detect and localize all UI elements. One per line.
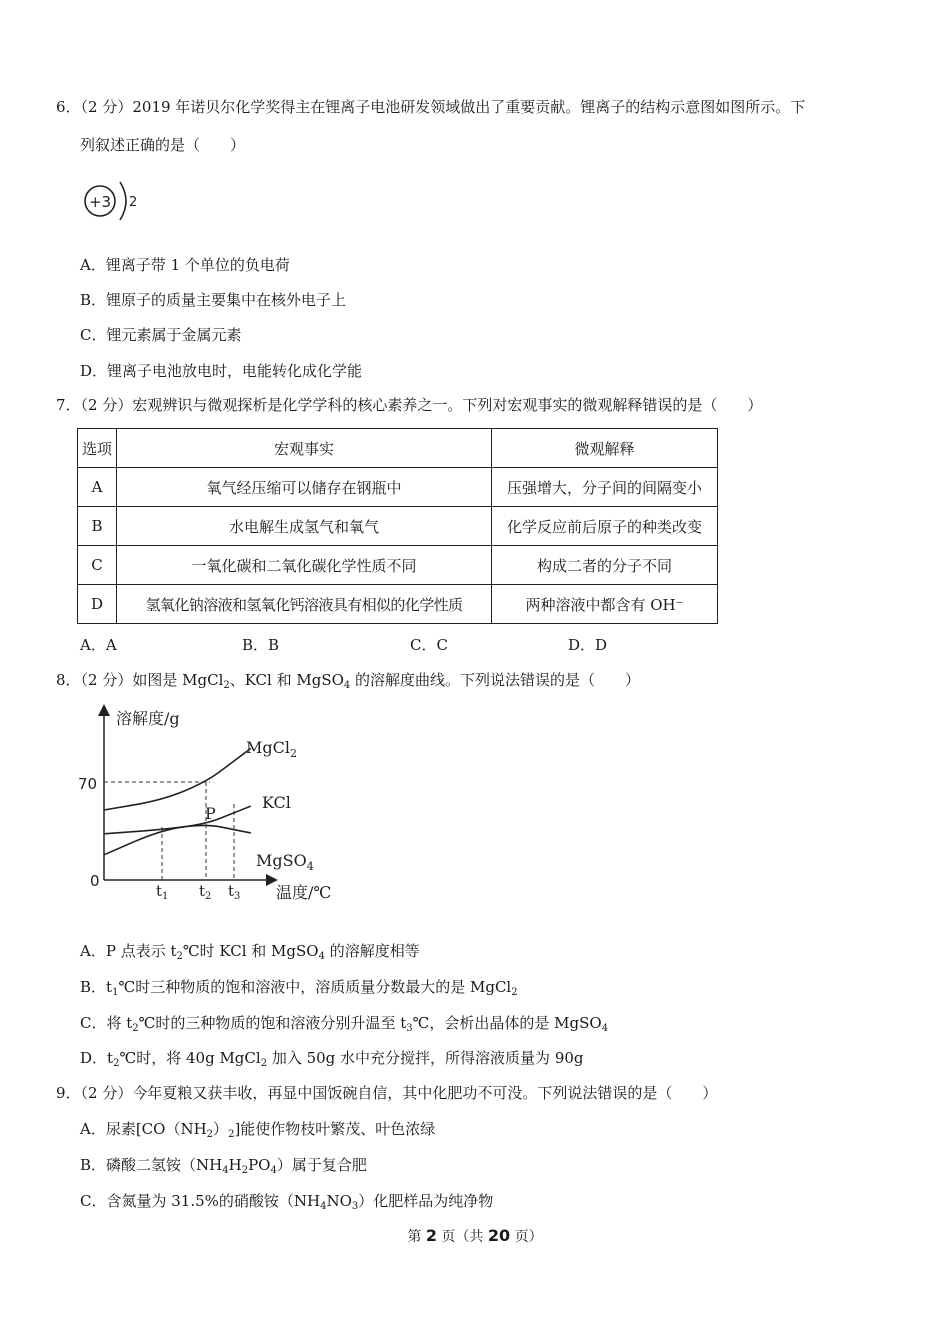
q8-b-part2: ℃时三种物质的饱和溶液中，溶质质量分数最大的是 MgCl [118,978,512,996]
q8-stem [56,670,640,690]
q8-a-part2: ℃时 KCl 和 MgSO [182,942,319,960]
table-row [78,546,718,585]
q9-option-b [80,1155,367,1175]
footer-middle: 页（共 [436,1229,488,1245]
q9-c-part2: NO [326,1192,352,1210]
row-d-option: D [78,585,117,624]
subscript: 4 [222,1165,229,1176]
total-pages: 20 [487,1226,511,1245]
svg-text:t2: $t_2$ [199,882,212,902]
subscript: 4 [270,1165,277,1176]
q8-score: （2 分） [80,671,133,689]
subscript: 2 [176,951,183,962]
y-tick-70: 70 [78,775,98,793]
q6-score: （2 分） [80,98,133,116]
mgso4-curve [104,825,251,854]
q8-stem-part2: 、KCl 和 MgSO [229,671,344,689]
subscript: 2 [260,1058,268,1069]
q7-stem-text: 宏观辨识与微观探析是化学学科的核心素养之一。下列对宏观事实的微观解释错误的是（ ） [132,396,763,414]
svg-text:t1: $t_1$ [156,882,169,902]
mgcl2-curve [104,748,251,810]
q8-a-part3: 的溶解度相等 [324,942,420,960]
page-footer [0,1226,950,1246]
q9-a-part1: A．尿素[CO（NH [80,1120,207,1138]
q6-option-d: D．锂离子电池放电时，电能转化成化学能 [80,362,363,380]
q6-stem-line2: 列叙述正确的是（ ） [80,136,246,154]
row-b-option: B [78,507,117,546]
x-tick-t3 [228,882,240,902]
mgcl2-label: MgCl$_2$ [246,738,297,760]
subscript: 4 [318,951,325,962]
subscript: 2 [241,1165,249,1176]
row-c-fact: 一氧化碳和二氧化碳化学性质不同 [117,546,492,585]
table-row [78,468,718,507]
subscript: 4 [601,1023,609,1034]
q9-b-part1: B．磷酸二氢铵（NH [80,1156,223,1174]
q8-option-a [80,941,420,961]
subscript: 4 [320,1201,327,1212]
q8-d-part3: 加入 50g 水中充分搅拌，所得溶液质量为 90g [267,1049,584,1067]
q6-stem-line1 [56,97,805,117]
row-d-fact: 氢氧化钠溶液和氢氧化钙溶液具有相似的化学性质 [117,585,492,624]
header-micro-explanation: 微观解释 [492,429,718,468]
electron-shell-arc [120,182,126,220]
subscript: 2 [132,1023,139,1034]
header-option: 选项 [78,429,117,468]
q6-option-c: C．锂元素属于金属元素 [80,326,242,344]
nucleus-charge: +3 [88,193,112,211]
q8-d-part1: D．t [80,1049,114,1067]
x-tick-t2 [199,882,211,902]
q8-option-b [80,977,518,997]
q6-option-a: A．锂离子带 1 个单位的负电荷 [80,256,290,274]
q7-score: （2 分） [80,396,133,414]
q9-b-part4: ）属于复合肥 [276,1156,367,1174]
q9-stem-text: 今年夏粮又获丰收，再显中国饭碗自信，其中化肥功不可没。下列说法错误的是（ ） [132,1084,718,1102]
x-axis-label: 温度/℃ [276,883,332,902]
row-d-explanation: 两种溶液中都含有 OH⁻ [492,585,718,624]
q7-number: 7． [56,396,81,414]
q9-c-part3: ）化肥样品为纯净物 [358,1192,494,1210]
row-c-explanation: 构成二者的分子不同 [492,546,718,585]
subscript: 2 [206,1129,214,1140]
q9-number: 9． [56,1084,81,1102]
point-p-label: P [205,804,216,823]
q6-stem-text: 2019 年诺贝尔化学奖得主在锂离子电池研发领域做出了重要贡献。锂离子的结构示意图如图所示。下 [132,98,806,116]
q8-stem-part1: 如图是 MgCl [132,671,224,689]
row-c-option: C [78,546,117,585]
y-axis-label: 溶解度/g [116,709,180,728]
kcl-curve [104,806,251,834]
q7-stem [56,395,762,415]
q8-a-part1: A．P 点表示 t [80,942,177,960]
q8-d-part2: ℃时，将 40g MgCl [119,1049,261,1067]
q9-score: （2 分） [80,1084,133,1102]
kcl-label: KCl [262,793,291,812]
row-b-explanation: 化学反应前后原子的种类改变 [492,507,718,546]
subscript: 4 [343,680,351,691]
q9-option-c [80,1191,493,1211]
q7-option-c: C．C [410,636,448,654]
subscript: 3 [351,1201,359,1212]
q9-a-part2: ） [213,1120,229,1138]
footer-suffix: 页） [510,1229,543,1245]
footer-prefix: 第 [407,1229,426,1245]
row-b-fact: 水电解生成氢气和氧气 [117,507,492,546]
mgso4-label: MgSO$_4$ [256,851,314,873]
q7-option-b: B．B [242,636,280,654]
q8-c-part2: ℃时的三种物质的饱和溶液分别升温至 t [138,1014,407,1032]
x-tick-t1 [156,882,168,902]
q8-c-part3: ℃，会析出晶体的是 MgSO [412,1014,602,1032]
table-header-row [78,429,718,468]
y-tick-0: 0 [90,872,100,890]
row-a-explanation: 压强增大，分子间的间隔变小 [492,468,718,507]
q8-option-d [80,1048,584,1068]
q7-option-a: A．A [80,636,117,654]
table-row [78,585,718,624]
subscript: 2 [228,1129,235,1140]
subscript: 2 [223,680,230,691]
q9-b-part3: PO [248,1156,271,1174]
shell-electron-count: 2 [129,195,138,210]
q6-number: 6． [56,98,81,116]
q9-c-part1: C．含氮量为 31.5%的硝酸铵（NH [80,1192,321,1210]
solubility-chart [72,704,362,904]
q9-stem [56,1083,717,1103]
q6-option-b: B．锂原子的质量主要集中在核外电子上 [80,291,347,309]
q9-a-part3: ]能使作物枝叶繁茂、叶色浓绿 [234,1120,436,1138]
header-macro-fact: 宏观事实 [117,429,492,468]
subscript: 3 [406,1023,413,1034]
lithium-ion-structure-diagram [80,178,140,224]
q8-option-c [80,1013,608,1033]
row-a-fact: 氧气经压缩可以储存在钢瓶中 [117,468,492,507]
q9-option-a [80,1119,435,1139]
subscript: 1 [112,987,119,998]
svg-text:t3: $t_3$ [228,882,241,902]
table-row [78,507,718,546]
subscript: 2 [511,987,518,998]
q9-b-part2: H [228,1156,242,1174]
q7-table [77,428,718,624]
page-number: 2 [425,1226,437,1245]
q8-b-part1: B．t [80,978,113,996]
q8-number: 8． [56,671,81,689]
q7-option-d: D．D [568,636,608,654]
subscript: 2 [113,1058,120,1069]
q8-c-part1: C．将 t [80,1014,133,1032]
row-a-option: A [78,468,117,507]
q8-stem-part3: 的溶解度曲线。下列说法错误的是（ ） [350,671,641,689]
